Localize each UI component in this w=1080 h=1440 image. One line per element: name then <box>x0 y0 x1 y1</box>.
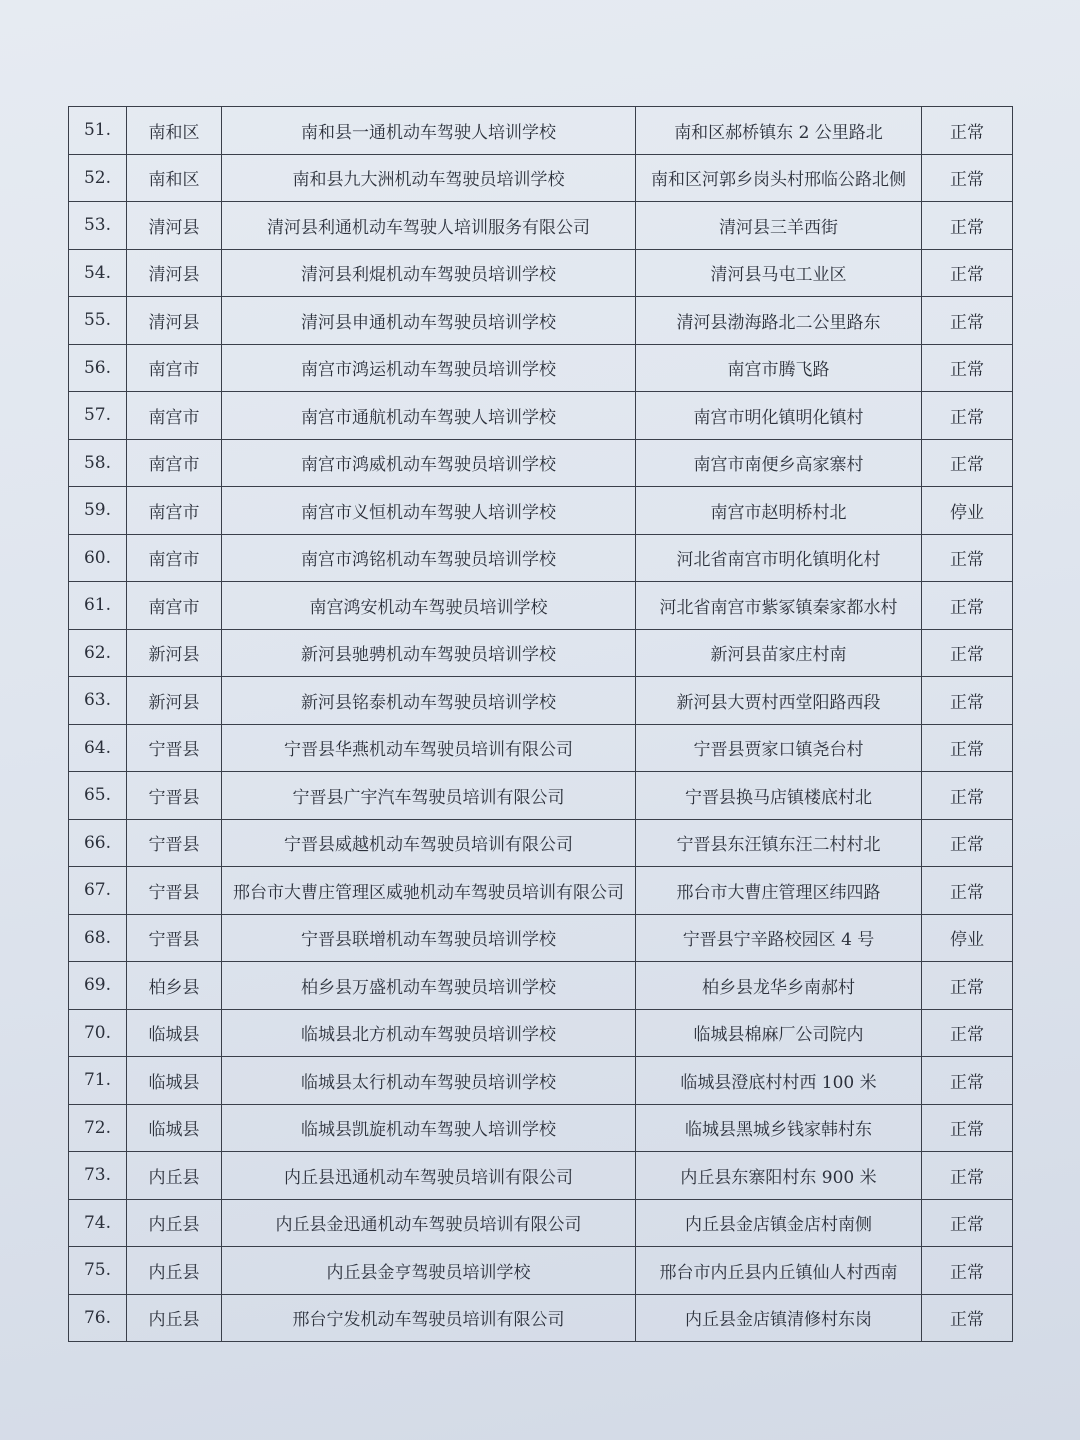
status-cell: 正常 <box>922 1152 1013 1200</box>
row-number: 76. <box>69 1294 127 1342</box>
table-row <box>69 249 1013 297</box>
address-cell: 宁晋县换马店镇楼底村北 <box>636 772 922 820</box>
table-row <box>69 677 1013 725</box>
row-number: 68. <box>69 914 127 962</box>
table-row <box>69 534 1013 582</box>
school-name-cell: 柏乡县万盛机动车驾驶员培训学校 <box>222 962 636 1010</box>
district-cell: 宁晋县 <box>127 867 222 915</box>
address-cell: 河北省南宫市明化镇明化村 <box>636 534 922 582</box>
address-cell: 清河县三羊西街 <box>636 202 922 250</box>
status-cell: 停业 <box>922 914 1013 962</box>
district-cell: 南宫市 <box>127 534 222 582</box>
school-name-cell: 南宫鸿安机动车驾驶员培训学校 <box>222 582 636 630</box>
status-cell: 正常 <box>922 1057 1013 1105</box>
table-row <box>69 772 1013 820</box>
address-cell: 内丘县东寨阳村东 900 米 <box>636 1152 922 1200</box>
table-row <box>69 819 1013 867</box>
district-cell: 宁晋县 <box>127 724 222 772</box>
table-row <box>69 962 1013 1010</box>
row-number: 59. <box>69 487 127 535</box>
address-cell: 南和区河郭乡岗头村邢临公路北侧 <box>636 154 922 202</box>
district-cell: 内丘县 <box>127 1152 222 1200</box>
address-cell: 清河县渤海路北二公里路东 <box>636 297 922 345</box>
status-cell: 正常 <box>922 297 1013 345</box>
address-cell: 内丘县金店镇清修村东岗 <box>636 1294 922 1342</box>
table-row <box>69 867 1013 915</box>
school-name-cell: 新河县驰骋机动车驾驶员培训学校 <box>222 629 636 677</box>
address-cell: 清河县马屯工业区 <box>636 249 922 297</box>
school-name-cell: 南宫市义恒机动车驾驶人培训学校 <box>222 487 636 535</box>
table-row <box>69 629 1013 677</box>
address-cell: 临城县棉麻厂公司院内 <box>636 1009 922 1057</box>
address-cell: 邢台市大曹庄管理区纬四路 <box>636 867 922 915</box>
address-cell: 南宫市腾飞路 <box>636 344 922 392</box>
address-cell: 南宫市南便乡高家寨村 <box>636 439 922 487</box>
status-cell: 正常 <box>922 534 1013 582</box>
school-name-cell: 宁晋县华燕机动车驾驶员培训有限公司 <box>222 724 636 772</box>
row-number: 67. <box>69 867 127 915</box>
table-row <box>69 297 1013 345</box>
school-name-cell: 新河县铭泰机动车驾驶员培训学校 <box>222 677 636 725</box>
row-number: 72. <box>69 1104 127 1152</box>
school-name-cell: 清河县利通机动车驾驶人培训服务有限公司 <box>222 202 636 250</box>
driving-school-table <box>68 106 1013 1342</box>
district-cell: 南宫市 <box>127 439 222 487</box>
district-cell: 内丘县 <box>127 1247 222 1295</box>
district-cell: 临城县 <box>127 1057 222 1105</box>
district-cell: 内丘县 <box>127 1199 222 1247</box>
school-name-cell: 邢台宁发机动车驾驶员培训有限公司 <box>222 1294 636 1342</box>
status-cell: 正常 <box>922 1199 1013 1247</box>
row-number: 62. <box>69 629 127 677</box>
row-number: 75. <box>69 1247 127 1295</box>
district-cell: 南宫市 <box>127 344 222 392</box>
school-name-cell: 内丘县金迅通机动车驾驶员培训有限公司 <box>222 1199 636 1247</box>
school-name-cell: 临城县北方机动车驾驶员培训学校 <box>222 1009 636 1057</box>
school-name-cell: 南和县一通机动车驾驶人培训学校 <box>222 107 636 155</box>
row-number: 63. <box>69 677 127 725</box>
school-name-cell: 南宫市鸿铭机动车驾驶员培训学校 <box>222 534 636 582</box>
status-cell: 正常 <box>922 962 1013 1010</box>
school-name-cell: 临城县太行机动车驾驶员培训学校 <box>222 1057 636 1105</box>
district-cell: 宁晋县 <box>127 772 222 820</box>
address-cell: 临城县黑城乡钱家韩村东 <box>636 1104 922 1152</box>
school-name-cell: 宁晋县广宇汽车驾驶员培训有限公司 <box>222 772 636 820</box>
status-cell: 正常 <box>922 582 1013 630</box>
table-row <box>69 1057 1013 1105</box>
district-cell: 南宫市 <box>127 392 222 440</box>
row-number: 52. <box>69 154 127 202</box>
status-cell: 正常 <box>922 392 1013 440</box>
district-cell: 新河县 <box>127 629 222 677</box>
district-cell: 南和区 <box>127 154 222 202</box>
table-row <box>69 439 1013 487</box>
row-number: 65. <box>69 772 127 820</box>
school-name-cell: 南宫市通航机动车驾驶人培训学校 <box>222 392 636 440</box>
table-row <box>69 582 1013 630</box>
address-cell: 新河县苗家庄村南 <box>636 629 922 677</box>
table-row <box>69 1247 1013 1295</box>
row-number: 58. <box>69 439 127 487</box>
school-name-cell: 宁晋县联增机动车驾驶员培训学校 <box>222 914 636 962</box>
address-cell: 柏乡县龙华乡南郝村 <box>636 962 922 1010</box>
school-name-cell: 宁晋县威越机动车驾驶员培训有限公司 <box>222 819 636 867</box>
district-cell: 清河县 <box>127 297 222 345</box>
district-cell: 宁晋县 <box>127 819 222 867</box>
table-row <box>69 202 1013 250</box>
row-number: 74. <box>69 1199 127 1247</box>
address-cell: 南宫市明化镇明化镇村 <box>636 392 922 440</box>
row-number: 53. <box>69 202 127 250</box>
address-cell: 内丘县金店镇金店村南侧 <box>636 1199 922 1247</box>
table-row <box>69 154 1013 202</box>
school-name-cell: 临城县凯旋机动车驾驶人培训学校 <box>222 1104 636 1152</box>
row-number: 55. <box>69 297 127 345</box>
row-number: 51. <box>69 107 127 155</box>
district-cell: 南宫市 <box>127 487 222 535</box>
district-cell: 清河县 <box>127 249 222 297</box>
address-cell: 新河县大贾村西堂阳路西段 <box>636 677 922 725</box>
table-row <box>69 1294 1013 1342</box>
school-name-cell: 内丘县迅通机动车驾驶员培训有限公司 <box>222 1152 636 1200</box>
status-cell: 正常 <box>922 107 1013 155</box>
district-cell: 柏乡县 <box>127 962 222 1010</box>
district-cell: 内丘县 <box>127 1294 222 1342</box>
status-cell: 正常 <box>922 677 1013 725</box>
status-cell: 正常 <box>922 724 1013 772</box>
status-cell: 正常 <box>922 772 1013 820</box>
address-cell: 南和区郝桥镇东 2 公里路北 <box>636 107 922 155</box>
status-cell: 正常 <box>922 819 1013 867</box>
school-name-cell: 清河县申通机动车驾驶员培训学校 <box>222 297 636 345</box>
school-name-cell: 邢台市大曹庄管理区威驰机动车驾驶员培训有限公司 <box>222 867 636 915</box>
school-name-cell: 南宫市鸿运机动车驾驶员培训学校 <box>222 344 636 392</box>
address-cell: 南宫市赵明桥村北 <box>636 487 922 535</box>
status-cell: 停业 <box>922 487 1013 535</box>
table-row <box>69 1152 1013 1200</box>
status-cell: 正常 <box>922 344 1013 392</box>
address-cell: 邢台市内丘县内丘镇仙人村西南 <box>636 1247 922 1295</box>
address-cell: 宁晋县东汪镇东汪二村村北 <box>636 819 922 867</box>
district-cell: 新河县 <box>127 677 222 725</box>
row-number: 69. <box>69 962 127 1010</box>
table-body <box>69 107 1013 1342</box>
school-name-cell: 南和县九大洲机动车驾驶员培训学校 <box>222 154 636 202</box>
row-number: 73. <box>69 1152 127 1200</box>
row-number: 57. <box>69 392 127 440</box>
row-number: 71. <box>69 1057 127 1105</box>
district-cell: 清河县 <box>127 202 222 250</box>
district-cell: 临城县 <box>127 1009 222 1057</box>
address-cell: 宁晋县贾家口镇尧台村 <box>636 724 922 772</box>
status-cell: 正常 <box>922 1294 1013 1342</box>
status-cell: 正常 <box>922 1104 1013 1152</box>
table-row <box>69 1009 1013 1057</box>
district-cell: 临城县 <box>127 1104 222 1152</box>
status-cell: 正常 <box>922 249 1013 297</box>
status-cell: 正常 <box>922 1247 1013 1295</box>
row-number: 66. <box>69 819 127 867</box>
row-number: 70. <box>69 1009 127 1057</box>
district-cell: 南和区 <box>127 107 222 155</box>
table-row <box>69 724 1013 772</box>
district-cell: 宁晋县 <box>127 914 222 962</box>
row-number: 54. <box>69 249 127 297</box>
status-cell: 正常 <box>922 867 1013 915</box>
table-row <box>69 344 1013 392</box>
address-cell: 临城县澄底村村西 100 米 <box>636 1057 922 1105</box>
district-cell: 南宫市 <box>127 582 222 630</box>
table-row <box>69 487 1013 535</box>
address-cell: 宁晋县宁辛路校园区 4 号 <box>636 914 922 962</box>
status-cell: 正常 <box>922 629 1013 677</box>
row-number: 61. <box>69 582 127 630</box>
table-row <box>69 914 1013 962</box>
status-cell: 正常 <box>922 439 1013 487</box>
status-cell: 正常 <box>922 154 1013 202</box>
address-cell: 河北省南宫市紫冢镇秦家都水村 <box>636 582 922 630</box>
table-row <box>69 1104 1013 1152</box>
row-number: 56. <box>69 344 127 392</box>
school-name-cell: 南宫市鸿威机动车驾驶员培训学校 <box>222 439 636 487</box>
table-row <box>69 1199 1013 1247</box>
row-number: 60. <box>69 534 127 582</box>
table-row <box>69 107 1013 155</box>
table-row <box>69 392 1013 440</box>
school-name-cell: 清河县利焜机动车驾驶员培训学校 <box>222 249 636 297</box>
status-cell: 正常 <box>922 1009 1013 1057</box>
school-name-cell: 内丘县金亨驾驶员培训学校 <box>222 1247 636 1295</box>
row-number: 64. <box>69 724 127 772</box>
status-cell: 正常 <box>922 202 1013 250</box>
